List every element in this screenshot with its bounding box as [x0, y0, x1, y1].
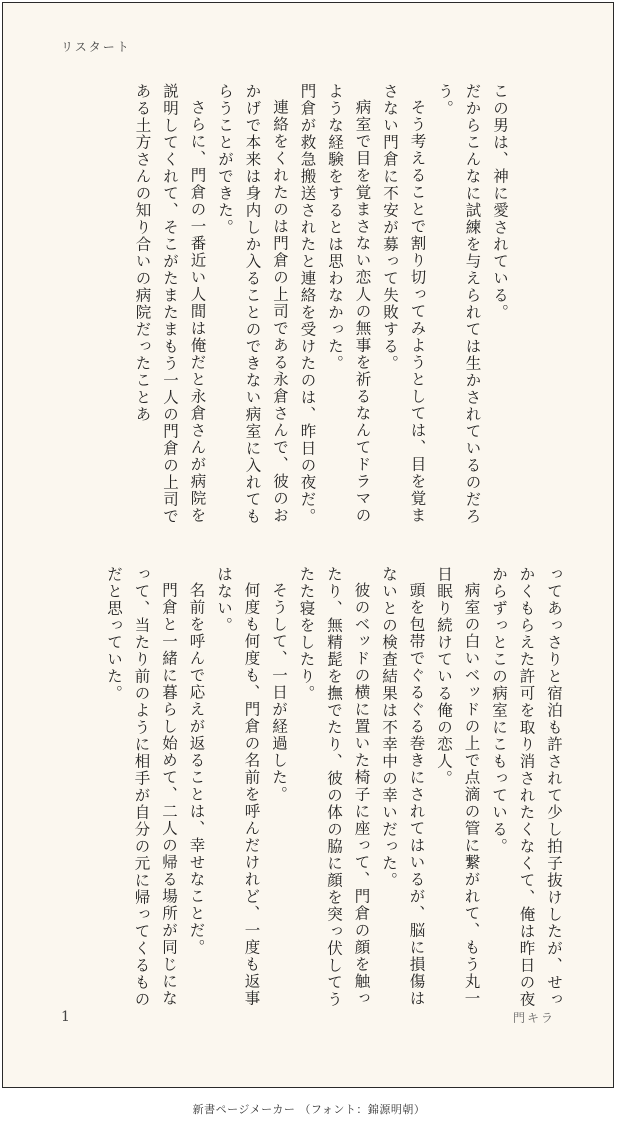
- running-title: リスタート: [61, 40, 131, 54]
- paragraph: 病室の白いベッドの上で点滴の管に繋がれて、もう丸一日眠り続けている俺の恋人。: [435, 566, 481, 1007]
- author-name: 門キラ: [513, 1011, 556, 1025]
- paragraph: 彼のベッドの横に置いた椅子に座って、門倉の顔を触ったり、無精髭を撫でたり、彼の体の脇に顔を突っ伏してうたた寝をしたり。: [297, 566, 371, 1008]
- paragraph: 門倉と一緒に暮らし始めて、二人の帰る場所が同じになって、当たり前のように相手が自分の元に帰ってくるものだと思っていた。: [105, 566, 178, 1008]
- text-column-bottom: [57, 566, 567, 1011]
- page-number: 1: [61, 1009, 70, 1025]
- paragraph: そうして、一日が経過した。: [270, 581, 288, 803]
- paragraph: 名前を呼んで応えが返ることは、幸せなことだ。: [187, 581, 206, 956]
- book-page: [2, 2, 614, 1088]
- paragraph: 頭を包帯でぐるぐる巻きにされてはいるが、脳に損傷はないとの検査結果は不幸中の幸いだった。: [380, 566, 426, 1007]
- paragraph: 門倉が救急搬送されたと連絡を受けたのは、昨日の夜だ。: [298, 83, 317, 525]
- paragraph: 病室で目を覚まさない恋人の無事を祈るなんてドラマのような経験をするとは思わなかった。: [326, 83, 372, 524]
- paragraph: さらに、門倉の一番近い人間は俺だと永倉さんが病院を説明してくれて、そこがたまたまもう一人の門倉の上司である土方さんの知り合いの病院だったことあ: [133, 83, 207, 525]
- paragraph: ってあっさりと宿泊も許されて少し拍子抜けしたが、せっかくもらえた許可を取り消されたくなくて、俺は昨日の夜からずっとこの病室にこもっている。: [490, 566, 563, 1008]
- text-column-top: [57, 83, 513, 528]
- paragraph: そう考えることで割り切ってみようとしては、目を覚まさない門倉に不安が募って失敗する。: [381, 83, 427, 524]
- paragraph: 何度も何度も、門倉の名前を呼んだけれど、一度も返事はない。: [215, 566, 261, 1007]
- paragraph: 連絡をくれたのは門倉の上司である永倉さんで、彼のおかげで本来は身内しか入ることのできない病室に入れてもらうことができた。: [216, 83, 289, 525]
- generator-caption: 新書ページメーカー （フォント：錦源明朝）: [192, 1103, 426, 1116]
- paragraph: だからこんなに試練を与えられては生かされているのだろう。: [436, 83, 482, 525]
- paragraph: この男は、神に愛されている。: [491, 83, 509, 321]
